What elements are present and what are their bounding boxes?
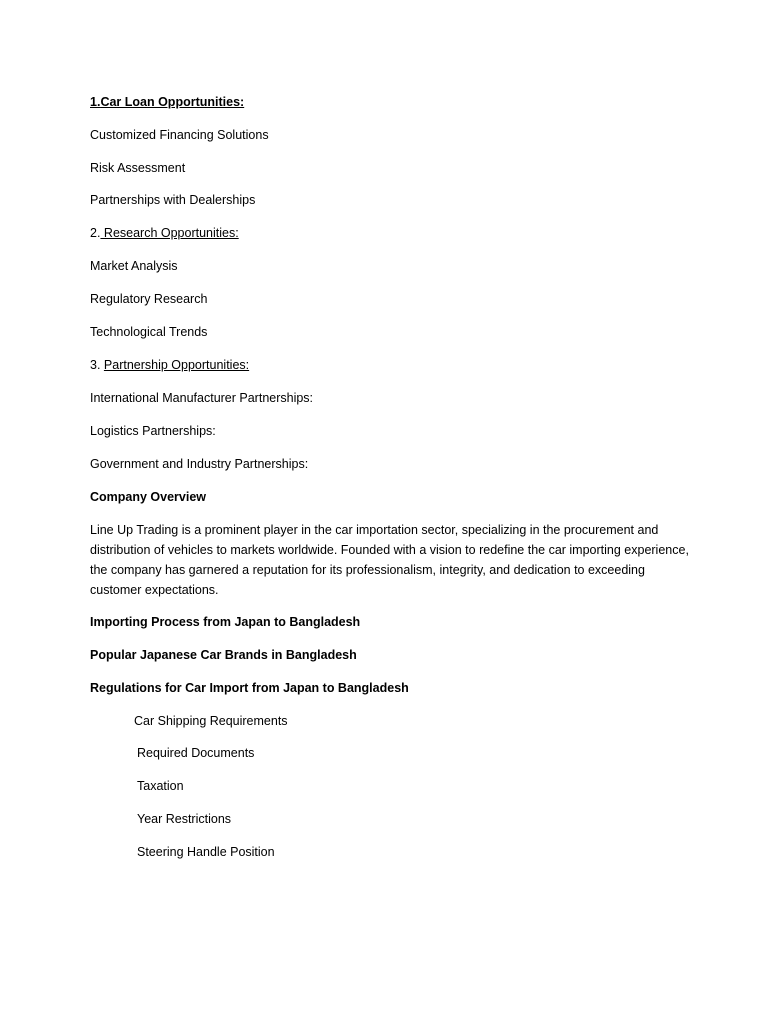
research-number: 2. <box>90 226 101 240</box>
popular-brands-heading: Popular Japanese Car Brands in Bangladesh <box>90 648 357 662</box>
car-loan-number: 1. <box>90 95 101 109</box>
list-item: Customized Financing Solutions <box>90 128 269 142</box>
company-overview-paragraph: Line Up Trading is a prominent player in the car importation sector, specializing in the procurement and distribution of vehicles to markets worldwide. Founded with a vision to redefine the car importing experience, the company has garnered a reputation for its professionalism, integrity, and dedication to exceeding customer expectations. <box>90 523 689 597</box>
partnership-title: Partnership Opportunities: <box>103 358 250 372</box>
importing-process-heading: Importing Process from Japan to Bangladesh <box>90 615 361 629</box>
partnership-number: 3. <box>90 358 104 372</box>
list-item: Technological Trends <box>90 325 208 339</box>
partnership-heading <box>90 357 249 373</box>
list-item: Risk Assessment <box>90 161 186 175</box>
research-heading <box>90 225 239 241</box>
list-item: Taxation <box>137 779 184 793</box>
list-item: International Manufacturer Partnerships: <box>90 391 314 405</box>
company-overview-heading: Company Overview <box>90 490 207 504</box>
car-loan-title: Car Loan Opportunities: <box>100 95 245 109</box>
list-item: Year Restrictions <box>137 812 232 826</box>
list-item: Steering Handle Position <box>137 845 275 859</box>
list-item: Government and Industry Partnerships: <box>90 457 309 471</box>
list-item: Required Documents <box>137 746 255 760</box>
list-item: Market Analysis <box>90 259 178 273</box>
list-item: Logistics Partnerships: <box>90 424 216 438</box>
car-loan-heading <box>90 94 244 110</box>
research-title: Research Opportunities: <box>100 226 239 240</box>
list-item: Car Shipping Requirements <box>134 714 288 728</box>
list-item: Partnerships with Dealerships <box>90 193 256 207</box>
list-item: Regulatory Research <box>90 292 208 306</box>
regulations-heading: Regulations for Car Import from Japan to Bangladesh <box>90 681 409 695</box>
